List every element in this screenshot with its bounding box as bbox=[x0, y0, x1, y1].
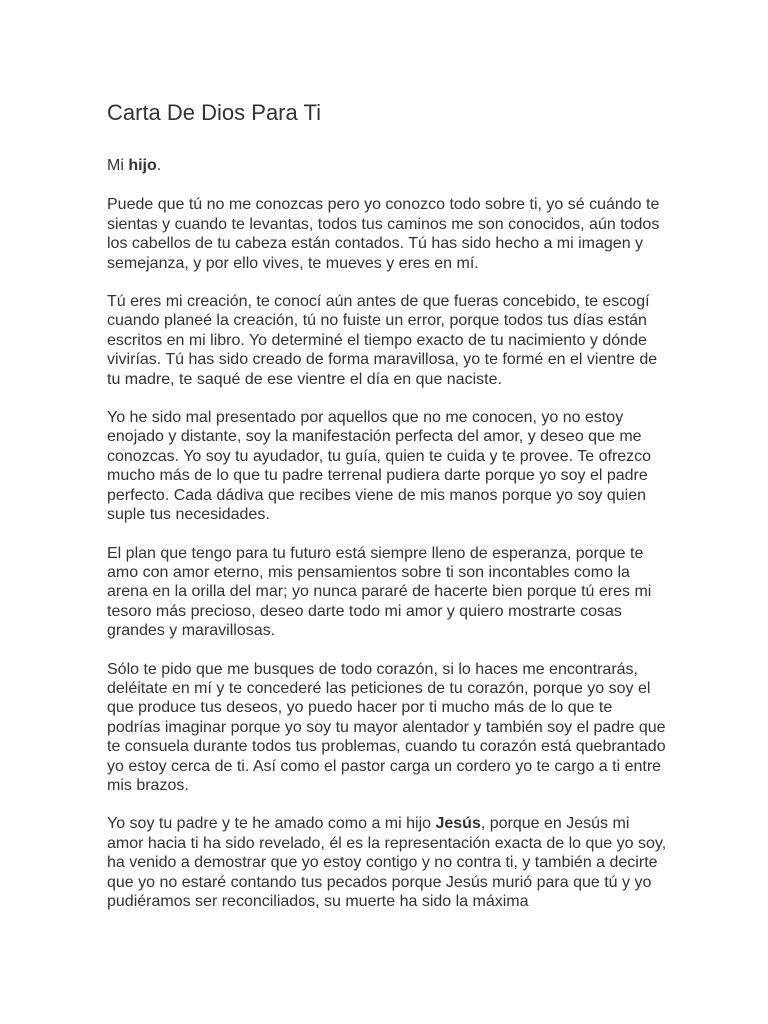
paragraph-6-bold: Jesús bbox=[435, 815, 481, 833]
document-title: Carta De Dios Para Ti bbox=[107, 100, 321, 125]
paragraph-6-before: Yo soy tu padre y te he amado como a mi hijo bbox=[107, 815, 436, 833]
greeting bbox=[107, 156, 667, 175]
paragraph-2: Tú eres mi creación, te conocí aún antes de que fueras concebido, te escogí cuando planeé la creación, tú no fuiste un error, porque todos tus días están escritos en mi libro. Yo determiné el tiempo exacto de tu nacimiento y dónde vivirías. Tú has sido creado de forma maravillosa, yo te formé en el vientre de tu madre, te saqué de ese vientre el día en que naciste. bbox=[107, 293, 658, 388]
paragraph-6-after: , porque en Jesús mi amor hacia ti ha sido revelado, él es la representación exacta de lo que yo soy, ha venido a demostrar que yo estoy contigo y no contra ti, y también a decirte que yo no estaré contando tus pecados porque Jesús murió para que tú y yo pudiéramos ser reconciliados, su muerte ha sido la máxima bbox=[107, 815, 667, 910]
paragraph-1: Puede que tú no me conozcas pero yo conozco todo sobre ti, yo sé cuándo te sientas y cuando te levantas, todos tus caminos me son conocidos, aún todos los cabellos de tu cabeza están contados. Tú has sido hecho a mi imagen y semejanza, y por ello vives, te mueves y eres en mí. bbox=[107, 196, 660, 272]
paragraph-4: El plan que tengo para tu futuro está siempre lleno de esperanza, porque te amo con amor eterno, mis pensamientos sobre ti son incontables como la arena en la orilla del mar; yo nunca pararé de hacerte bien porque tú eres mi tesoro más precioso, deseo darte todo mi amor y quiero mostrarte cosas grandes y maravillosas. bbox=[107, 544, 652, 640]
paragraph-5: Sólo te pido que me busques de todo corazón, si lo haces me encontrarás, deléitate en mí y te concederé las peticiones de tu corazón, porque yo soy el que produce tus deseos, yo puedo hacer por ti mucho más de lo que te podrías imaginar porque yo soy tu mayor alentador y también soy el padre que te consuela durante todos tus problemas, cuando tu corazón está quebrantado yo estoy cerca de ti. Así como el pastor carga un cordero yo te cargo a ti entre mis brazos. bbox=[107, 660, 666, 794]
paragraph-3: Yo he sido mal presentado por aquellos que no me conocen, yo no estoy enojado y distante, soy la manifestación perfecta del amor, y deseo que me conozcas. Yo soy tu ayudador, tu guía, quien te cuida y te provee. Te ofrezco mucho más de lo que tu padre terrenal pudiera darte porque yo soy el padre perfecto. Cada dádiva que recibes viene de mis manos porque yo soy quien suple tus necesidades. bbox=[107, 409, 652, 524]
paragraph-6 bbox=[107, 814, 667, 911]
greeting-bold: hijo bbox=[128, 157, 157, 174]
greeting-suffix: . bbox=[156, 157, 162, 174]
greeting-prefix: Mi bbox=[107, 157, 129, 174]
document-page bbox=[107, 98, 667, 930]
